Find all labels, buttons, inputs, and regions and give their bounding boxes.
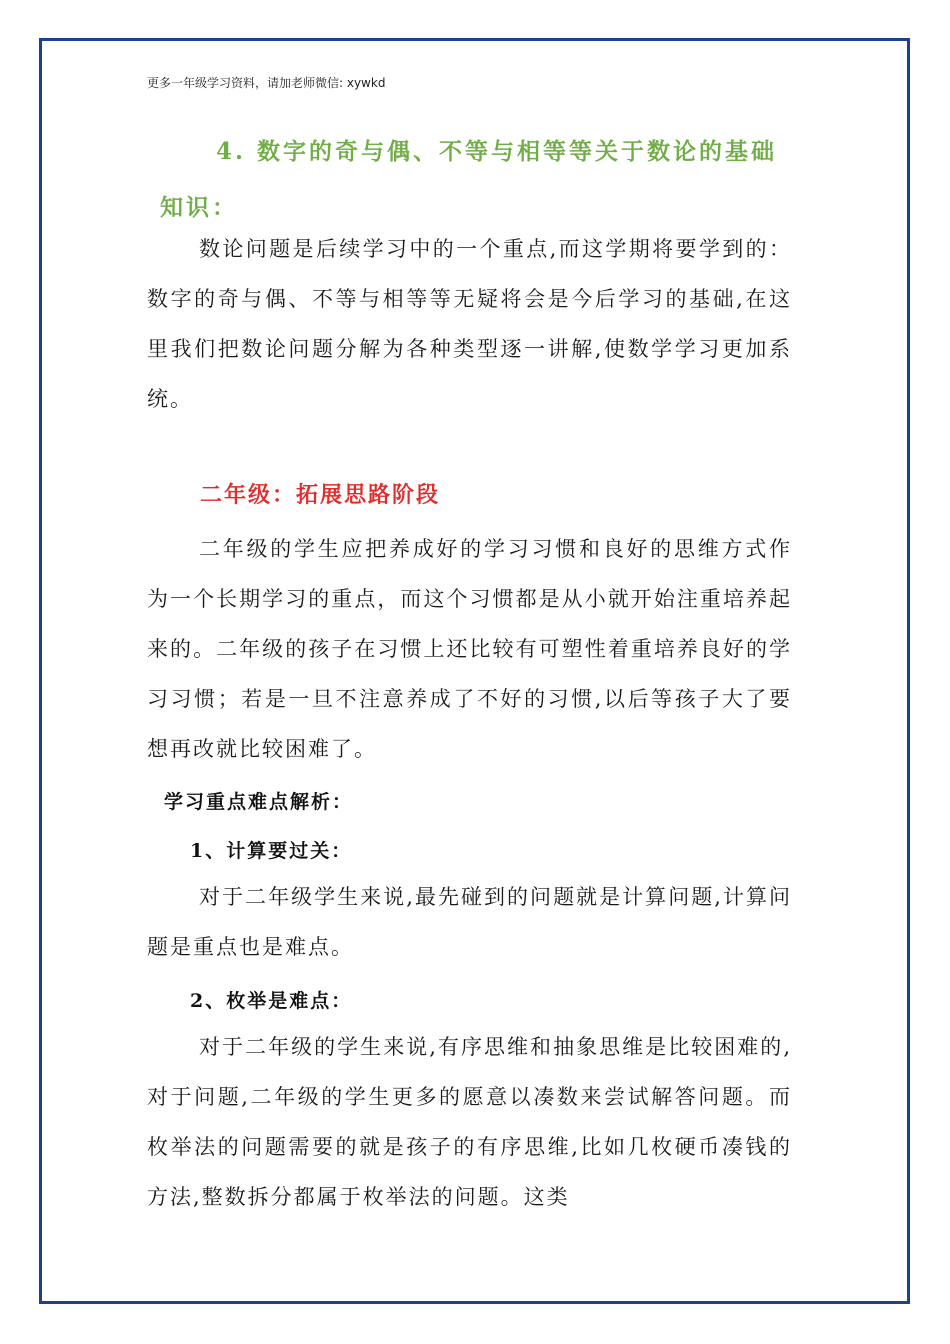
grade-2-heading: 二年级：拓展思路阶段 (200, 482, 441, 508)
point-2-paragraph: 对于二年级的学生来说,有序思维和抽象思维是比较困难的,对于问题,二年级的学生更多的愿意以凑数来尝试解答问题。而枚举法的问题需要的就是孩子的有序思维,比如几枚硬币凑钱的方法,整数拆分都属于枚举法的问题。这类 (147, 1035, 792, 1209)
point-2-heading: 2、枚举是难点： (190, 990, 353, 1012)
analysis-heading: 学习重点难点解析： (164, 791, 354, 813)
point-1-paragraph: 对于二年级学生来说,最先碰到的问题就是计算问题,计算问题是重点也是难点。 (147, 885, 792, 959)
point-1-heading: 1、计算要过关： (190, 840, 353, 862)
header-note: 更多一年级学习资料，请加老师微信: xywkd (147, 76, 386, 90)
grade-2-paragraph: 二年级的学生应把养成好的学习习惯和良好的思维方式作为一个长期学习的重点，而这个习惯都是从小就开始注重培养起来的。二年级的孩子在习惯上还比较有可塑性着重培养良好的学习习惯；若是一旦不注意养成了不好的习惯,以后等孩子大了要想再改就比较困难了。 (147, 537, 792, 761)
section-4-paragraph: 数论问题是后续学习中的一个重点,而这学期将要学到的：数字的奇与偶、不等与相等等无疑将会是今后学习的基础,在这里我们把数论问题分解为各种类型逐一讲解,使数学学习更加系统。 (147, 237, 792, 411)
section-4-heading: 4. 数字的奇与偶、不等与相等等关于数论的基础知识： (160, 138, 778, 221)
